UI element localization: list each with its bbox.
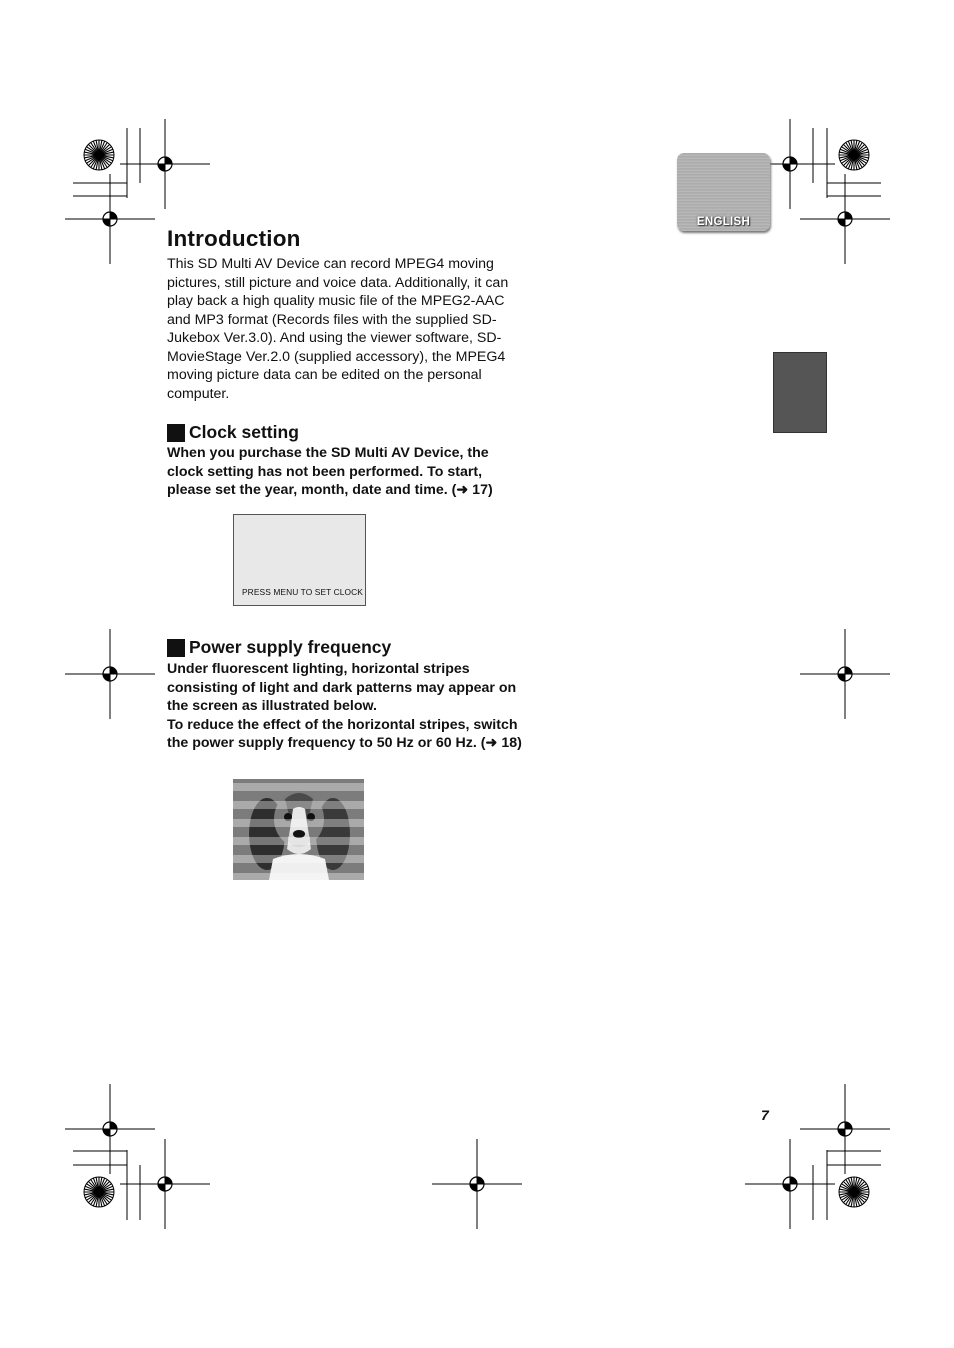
cross-target — [745, 1139, 835, 1229]
power-text-1: Under fluorescent lighting, horizontal stripes consisting of light and dark patterns may appear on the screen as illustrated below. — [167, 661, 517, 714]
power-heading — [167, 637, 527, 658]
star-target-top-left — [84, 140, 114, 170]
square-bullet-icon — [167, 639, 185, 657]
star-target-bottom-right — [839, 1177, 869, 1207]
striped-dog-photo — [233, 779, 364, 880]
page-number: 7 — [761, 1107, 769, 1123]
cross-target — [800, 1084, 890, 1174]
intro-paragraph: This SD Multi AV Device can record MPEG4 moving pictures, still picture and voice data. Additionally, it can play back a high quality music file of the MPEG2-AAC and MP3 format (Records files with the supplied SD- Jukebox Ver.3.0). And using the viewer software, SD-MovieStage Ver.2.0 (supplied accessory), the MPEG4 moving picture data can be edited on the personal computer. — [167, 256, 509, 402]
clock-screen-message: PRESS MENU TO SET CLOCK — [242, 587, 363, 597]
clock-text: When you purchase the SD Multi AV Device, the clock setting has not been performed. To start, please set the year, month, date and time. (➜ 17) — [167, 445, 493, 498]
star-target-bottom-left — [84, 1177, 114, 1207]
cross-target — [432, 1139, 522, 1229]
power-section — [167, 637, 527, 753]
square-bullet-icon — [167, 424, 185, 442]
cross-target — [120, 1139, 210, 1229]
cross-target — [65, 1084, 155, 1174]
star-target-top-right — [839, 140, 869, 170]
language-tab — [677, 153, 770, 231]
cross-target — [65, 629, 155, 719]
clock-heading — [167, 422, 527, 443]
page-title: Introduction — [167, 226, 301, 251]
power-heading-text: Power supply frequency — [189, 637, 392, 657]
section-side-tab — [773, 352, 827, 433]
cross-target — [800, 629, 890, 719]
clock-heading-text: Clock setting — [189, 422, 299, 442]
power-text-2: To reduce the effect of the horizontal stripes, switch the power supply frequency to 50 Hz or 60 Hz. (➜ 18) — [167, 716, 522, 751]
clock-section — [167, 422, 527, 500]
cross-target — [800, 174, 890, 264]
cross-target — [65, 174, 155, 264]
language-tab-label: ENGLISH — [696, 216, 751, 228]
clock-screen-illustration — [233, 514, 366, 606]
cross-target — [120, 119, 210, 209]
